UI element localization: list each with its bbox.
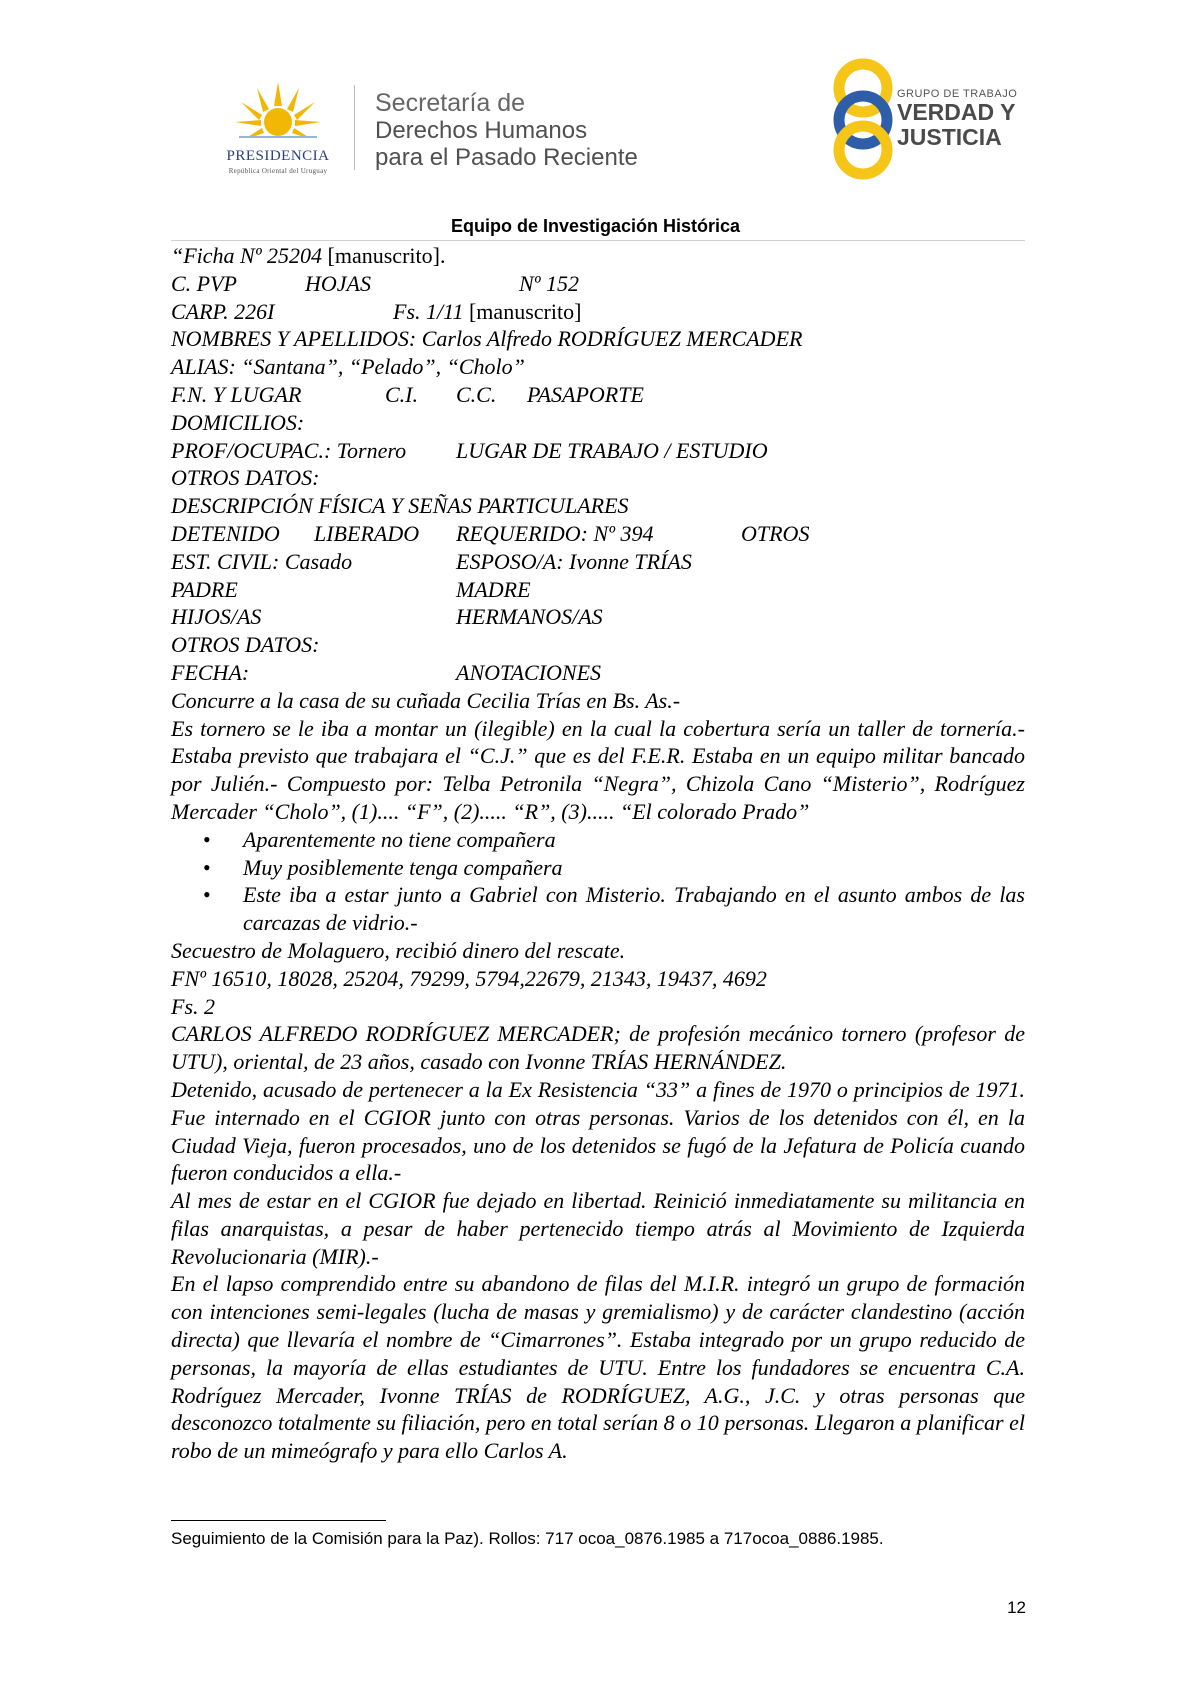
paragraph-9: En el lapso comprendido entre su abandono de filas del M.I.R. integró un grupo de formación con intenciones semi-legales (lucha de masas y gremialismo) y de carácter clandestino (acción directa) que llevaría el nombre de “Cimarrones”. Estaba integrado por un grupo reducido de personas, la mayoría de ellas estudiantes de UTU. Entre los fundadores se encuentra C.A. Rodríguez Mercader, Ivonne TRÍAS de RODRÍGUEZ, A.G., J.C. y otras personas que desconozco totalmente su filiación, pero en total serían 8 o 10 personas. Llegaron a planificar el robo de un mimeógrafo y para ello Carlos A. [171,1271,1025,1464]
ficha-otros: OTROS [741,520,810,546]
header-rule [171,240,1025,241]
ficha-domicilios: DOMICILIOS: [171,409,305,435]
ficha-ci: C.I. [385,381,418,407]
secretaria-line-2: Derechos Humanos [375,117,588,144]
ficha-esposo: ESPOSO/A: Ivonne TRÍAS [456,548,692,574]
ficha-carp: CARP. 226I [171,298,275,324]
ficha-fs-note: [manuscrito] [468,298,582,324]
ficha-nombres: NOMBRES Y APELLIDOS: Carlos Alfredo RODRÍGUEZ MERCADER [171,326,803,352]
ficha-line-hijos [171,603,1025,631]
ficha-fs: Fs. 1/11 [393,298,469,324]
ficha-liberado: LIBERADO [314,520,420,546]
secretaria-logo-text [375,90,638,171]
verdad-justicia-text [897,88,1017,150]
ficha-fecha: FECHA: [171,659,250,685]
justicia-label: JUSTICIA [897,124,1002,150]
sun-icon [233,80,323,150]
ficha-line-padres [171,576,1025,604]
ficha-cpvp: C. PVP [171,270,237,296]
verdad-label: VERDAD Y [897,99,1016,125]
ficha-lugar-trabajo: LUGAR DE TRABAJO / ESTUDIO [456,437,768,463]
ficha-est-civil: EST. CIVIL: Casado [171,548,353,574]
ficha-requerido: REQUERIDO: Nº 394 [456,520,654,546]
ficha-otros-datos-2: OTROS DATOS: [171,632,320,658]
ficha-madre: MADRE [456,576,531,602]
secretaria-line-1: Secretaría de [375,89,526,117]
ficha-line-civil [171,548,1025,576]
ficha-line-3 [171,298,1025,326]
paragraph-5: Fs. 2 [171,993,215,1019]
presidencia-label: PRESIDENCIA [226,148,330,164]
presidencia-subtitle: República Oriental del Uruguay [228,167,328,175]
list-item: • Muy posiblemente tenga compañera [243,854,1025,882]
bullet-list [171,826,1025,937]
paragraph-2: Es tornero se le iba a montar un (ilegible) en la cual la cobertura sería un taller de tornería.- Estaba previsto que trabajara el “C.J.” que es del F.E.R. Estaba en un equipo militar bancado por Julién.- Compuesto por: Telba Petronila “Negra”, Chizola Cano “Misterio”, Rodríguez Mercader “Cholo”, (1).... “F”, (2)..... “R”, (3)..... “El colorado Prado” [171,715,1025,824]
list-item: • Este iba a estar junto a Gabriel con Misterio. Trabajando en el asunto ambos de las carcazas de vidrio.- [243,881,1025,937]
secretaria-line-3: para el Pasado Reciente [375,144,638,171]
ficha-hermanos: HERMANOS/AS [456,604,603,630]
page-header-title: Equipo de Investigación Histórica [450,216,741,236]
paragraph-6: CARLOS ALFREDO RODRÍGUEZ MERCADER; de profesión mecánico tornero (profesor de UTU), oriental, de 23 años, casado con Ivonne TRÍAS HERNÁNDEZ. [171,1021,1025,1075]
footnote: Seguimiento de la Comisión para la Paz). Rollos: 717 ocoa_0876.1985 a 717ocoa_0886.1985. [171,1529,884,1548]
ficha-note: [manuscrito]. [327,243,446,268]
ficha-hijos: HIJOS/AS [171,604,262,630]
footnote-rule [171,1520,386,1521]
ficha-line-fn [171,381,1025,409]
ficha-prof: PROF/OCUPAC.: Tornero [171,437,407,463]
paragraph-4: FNº 16510, 18028, 25204, 79299, 5794,22679, 21343, 19437, 4692 [171,965,767,991]
ficha-anotaciones: ANOTACIONES [456,659,602,685]
ficha-descripcion: DESCRIPCIÓN FÍSICA Y SEÑAS PARTICULARES [171,493,629,519]
ficha-line-2 [171,270,1025,298]
ficha-pasaporte: PASAPORTE [527,381,644,407]
header-divider [354,85,355,170]
ficha-otros-datos-1: OTROS DATOS: [171,465,320,491]
grupo-trabajo-label: GRUPO DE TRABAJO [897,88,1018,100]
page-number: 12 [1007,1598,1026,1617]
paragraph-7: Detenido, acusado de pertenecer a la Ex Resistencia “33” a fines de 1970 o principios de 1971. Fue internado en el CGIOR junto con otras personas. Varios de los detenidos con él, en la Ciudad Vieja, fueron procesados, uno de los detenidos se fugó de la Jefatura de Policía cuando fueron conducidos a ella.- [171,1076,1025,1186]
ficha-numero: Nº 152 [519,270,579,296]
ficha-alias: ALIAS: “Santana”, “Pelado”, “Cholo” [171,354,525,380]
paragraph-1: Concurre a la casa de su cuñada Cecilia Trías en Bs. As.- [171,687,681,713]
ficha-number: “Ficha Nº 25204 [171,243,328,268]
ficha-padre: PADRE [171,576,238,602]
document-body [171,242,1025,1465]
ficha-line-1 [171,242,1025,270]
ficha-hojas: HOJAS [305,270,371,296]
ficha-fn-lugar: F.N. Y LUGAR [171,381,302,407]
ficha-line-detenido [171,520,1025,548]
paragraph-8: Al mes de estar en el CGIOR fue dejado en libertad. Reinició inmediatamente su militancia en filas anarquistas, a pesar de haber pertenecido tiempo atrás al Movimiento de Izquierda Revolucionaria (MIR).- [171,1188,1025,1269]
ficha-cc: C.C. [456,381,497,407]
ficha-detenido: DETENIDO [171,520,280,546]
ficha-line-fecha [171,659,1025,687]
paragraph-3: Secuestro de Molaguero, recibió dinero del rescate. [171,937,626,963]
ficha-line-prof [171,437,1025,465]
list-item: • Aparentemente no tiene compañera [243,826,1025,854]
presidencia-logo [193,80,363,180]
